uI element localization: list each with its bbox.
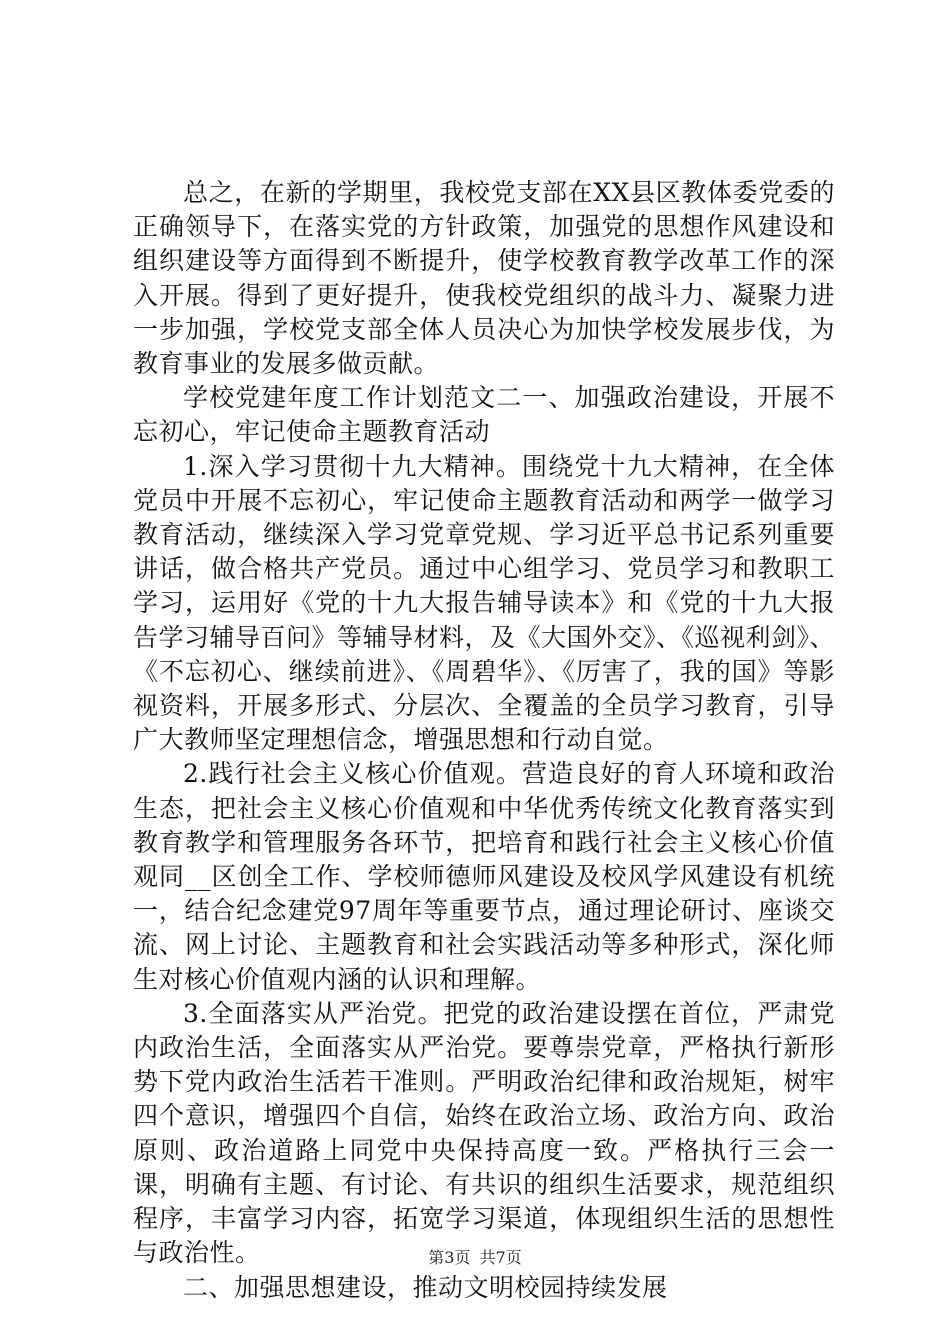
paragraph-item-2: 2.践行社会主义核心价值观。营造良好的育人环境和政治生态，把社会主义核心价值观和中华优秀传统文化教育落实到教育教学和管理服务各环节，把培育和践行社会主义核心价值观同__区创全工作、学校师德师风建设及校风学风建设有机统一，结合纪念建党97周年等重要节点，通过理论研讨、座谈交流、网上讨论、主题教育和社会实践活动等多种形式，深化师生对核心价值观内涵的认识和理解。 [133,759,835,994]
section-heading-2: 二、加强思想建设，推动文明校园持续发展 [183,1272,668,1302]
paragraph-item-3: 3.全面落实从严治党。把党的政治建设摆在首位，严肃党内政治生活，全面落实从严治党。要尊崇党章，严格执行新形势下党内政治生活若干准则。严明政治纪律和政治规矩，树牢四个意识，增强四个自信，始终在政治立场、政治方向、政治原则、政治道路上同党中央保持高度一致。严格执行三会一课，明确有主题、有讨论、有共识的组织生活要求，规范组织程序，丰富学习内容，拓宽学习渠道，体现组织生活的思想性与政治性。 [133,998,835,1268]
document-body [133,176,835,1305]
paragraph-item-1: 1.深入学习贯彻十九大精神。围绕党十九大精神，在全体党员中开展不忘初心，牢记使命主题教育活动和两学一做学习教育活动，继续深入学习党章党规、学习近平总书记系列重要讲话，做合格共产党员。通过中心组学习、党员学习和教职工学习，运用好《党的十九大报告辅导读本》和《党的十九大报告学习辅导百问》等辅导材料，及《大国外交》、《巡视利剑》、《不忘初心、继续前进》、《周碧华》、《厉害了，我的国》等影视资料，开展多形式、分层次、全覆盖的全员学习教育，引导广大教师坚定理想信念，增强思想和行动自觉。 [133,451,836,755]
page-footer [0,1245,950,1268]
page-total: 共7页 [479,1248,522,1267]
page-number: 第3页 [428,1248,471,1267]
paragraph-plan-title: 学校党建年度工作计划范文二一、加强政治建设，开展不忘初心，牢记使命主题教育活动 [133,383,835,447]
paragraph-summary: 总之，在新的学期里，我校党支部在XX县区教体委党委的正确领导下，在落实党的方针政策，加强党的思想作风建设和组织建设等方面得到不断提升，使学校教育教学改革工作的深入开展。得到了更好提升，使我校党组织的战斗力、凝聚力进一步加强，学校党支部全体人员决心为加快学校发展步伐，为教育事业的发展多做贡献。 [133,178,835,379]
